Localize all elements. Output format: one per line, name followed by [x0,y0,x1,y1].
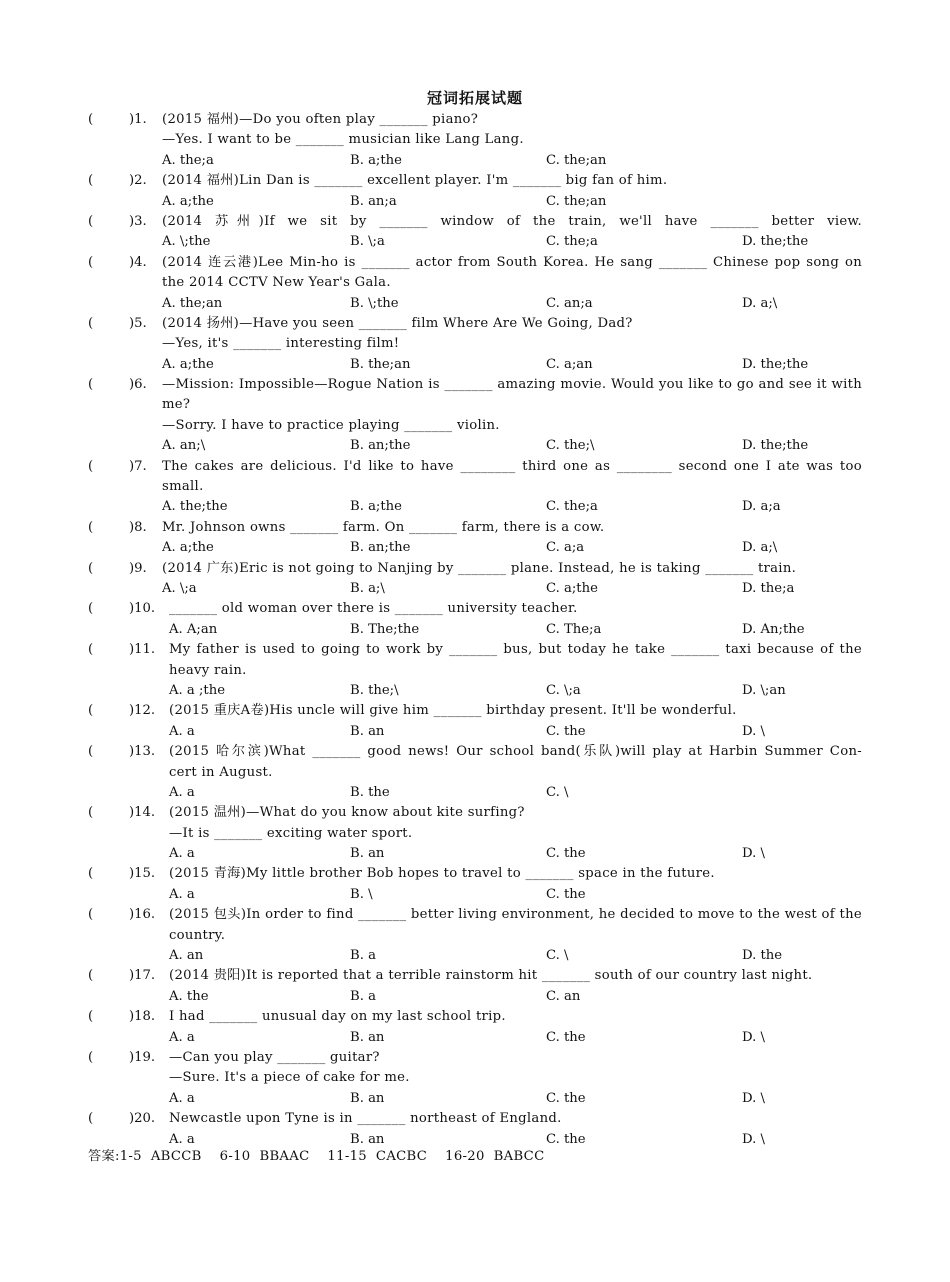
question-text: me? [162,397,191,413]
option-b[interactable]: B. The;the [350,621,420,637]
question-line [0,926,950,946]
options-row [0,192,950,212]
question-text: cert in August. [169,764,273,780]
option-b[interactable]: B. a;the [350,152,402,168]
answer-blank-parens[interactable]: ( [88,560,94,576]
option-a[interactable]: A. a;the [162,356,214,372]
answer-blank-parens[interactable]: ( [88,1049,94,1065]
option-c[interactable]: C. a;a [546,540,585,556]
question-number: )19. [129,1049,156,1065]
question-number: )18. [129,1009,156,1025]
question-text: Mr. Johnson owns _______ farm. On _______ farm, there is a cow. [162,519,605,535]
question-item [0,559,950,600]
option-c[interactable]: C. the;\ [546,438,595,454]
question-text: (2014 苏州)If we sit by _______ window of the train, we'll have _______ better view. [162,213,862,229]
options-row [0,783,950,803]
option-b[interactable]: B. the;an [350,356,411,372]
question-line [0,477,950,497]
option-a[interactable]: A. a ;the [169,682,226,698]
question-text: (2014 广东)Eric is not going to Nanjing by _______ plane. Instead, he is taking _______ train. [162,560,797,576]
question-line [0,803,950,823]
option-a[interactable]: A. a [169,886,195,902]
question-number: )5. [129,315,147,331]
option-b[interactable]: B. a [350,948,376,964]
answer-blank-parens[interactable]: ( [88,866,94,882]
option-a[interactable]: A. the;an [162,295,223,311]
question-line [0,640,950,660]
option-c[interactable]: C. the;an [546,152,607,168]
question-number: )13. [129,744,156,760]
question-number: )1. [129,112,147,127]
question-item [0,864,950,905]
option-d[interactable]: D. the;a [742,580,795,596]
question-line [0,661,950,681]
question-line [0,375,950,395]
question-line [0,864,950,884]
options-row [0,681,950,701]
question-text: (2014 扬州)—Have you seen _______ film Where Are We Going, Dad? [162,315,633,331]
question-text: (2015 重庆A卷)His uncle will give him _______ birthday present. It'll be wonderful. [169,703,737,719]
option-a[interactable]: A. an [169,948,204,964]
option-b[interactable]: B. \;a [350,234,385,250]
question-item [0,518,950,559]
option-c[interactable]: C. a;an [546,356,593,372]
option-d[interactable]: D. \ [742,723,765,739]
option-b[interactable]: B. the [350,784,390,800]
option-d[interactable]: D. the;the [742,356,809,372]
option-a[interactable]: A. a [169,1090,195,1106]
option-d[interactable]: D. \ [742,846,765,862]
question-number: )7. [129,458,147,474]
options-row [0,844,950,864]
answer-blank-parens[interactable]: ( [88,173,94,189]
options-row [0,579,950,599]
option-b[interactable]: B. an;a [350,193,397,209]
option-d[interactable]: D. the;the [742,234,809,250]
options-row [0,946,950,966]
option-b[interactable]: B. an [350,723,385,739]
question-number: )9. [129,560,147,576]
option-c[interactable]: C. the;a [546,499,598,515]
question-text: —Sorry. I have to practice playing _______ violin. [162,417,500,433]
options-row [0,885,950,905]
options-row [0,355,950,375]
option-c[interactable]: C. the;an [546,193,607,209]
question-number: )11. [129,642,156,658]
option-b[interactable]: B. a [350,988,376,1004]
options-row [0,294,950,314]
options-row [0,1089,950,1109]
question-text: —Can you play _______ guitar? [169,1049,380,1065]
question-line [0,273,950,293]
answer-blank-parens[interactable]: ( [88,1009,94,1025]
question-number: )6. [129,377,147,393]
options-row [0,151,950,171]
question-number: )3. [129,213,147,229]
question-number: )8. [129,519,147,535]
question-line [0,763,950,783]
question-text: (2014 连云港)Lee Min-ho is _______ actor from South Korea. He sang _______ Chinese pop song on [162,254,862,270]
question-item [0,905,950,966]
question-number: )17. [129,968,156,984]
option-d[interactable]: D. the [742,948,783,964]
question-item [0,1007,950,1048]
answer-blank-parens[interactable]: ( [88,112,94,127]
question-number: )20. [129,1111,156,1127]
question-line [0,824,950,844]
question-text: (2014 贵阳)It is reported that a terrible rainstorm hit _______ south of our country last night. [169,968,813,984]
question-item [0,375,950,457]
question-item [0,966,950,1007]
question-item [0,314,950,375]
option-d[interactable]: D. a;a [742,499,781,515]
question-line [0,110,950,130]
option-d[interactable]: D. \ [742,1131,765,1147]
question-line [0,130,950,150]
question-line [0,559,950,579]
question-text: The cakes are delicious. I'd like to have ________ third one as ________ second one I ate was too [162,458,862,474]
options-row [0,1028,950,1048]
option-b[interactable]: B. an [350,1090,385,1106]
option-c[interactable]: C. \ [546,948,569,964]
question-item [0,212,950,253]
question-text: —Yes, it's _______ interesting film! [162,336,400,352]
option-d[interactable]: D. \ [742,1090,765,1106]
answer-blank-parens[interactable]: ( [88,968,94,984]
question-line [0,1068,950,1088]
question-number: )16. [129,907,156,923]
option-c[interactable]: C. \;a [546,682,581,698]
question-item [0,599,950,640]
question-text: (2014 福州)Lin Dan is _______ excellent player. I'm _______ big fan of him. [162,173,668,189]
answer-blank-parens[interactable]: ( [88,315,94,331]
question-number: )14. [129,805,156,821]
options-row [0,987,950,1007]
question-item [0,171,950,212]
option-b[interactable]: B. an [350,1029,385,1045]
option-c[interactable]: C. an [546,988,581,1004]
question-text: —It is _______ exciting water sport. [169,825,413,841]
answer-blank-parens[interactable]: ( [88,703,94,719]
option-a[interactable]: A. a;the [162,193,214,209]
option-c[interactable]: C. the [546,723,586,739]
option-b[interactable]: B. the;\ [350,682,399,698]
question-text: (2015 温州)—What do you know about kite surfing? [169,805,525,821]
question-text: My father is used to going to work by _______ bus, but today he take _______ taxi because of the [169,642,862,658]
question-text: (2015 哈尔滨)What _______ good news! Our school band(乐队)will play at Harbin Summer Con- [169,744,862,760]
option-b[interactable]: B. \ [350,886,373,902]
option-a[interactable]: A. a [169,784,195,800]
option-c[interactable]: C. a;the [546,580,598,596]
question-line [0,905,950,925]
question-number: )2. [129,173,147,189]
question-line [0,314,950,334]
question-text: I had _______ unusual day on my last school trip. [169,1009,506,1025]
option-a[interactable]: A. a [169,1131,195,1147]
answer-blank-parens[interactable]: ( [88,1111,94,1127]
question-item [0,1048,950,1109]
question-text: (2015 福州)—Do you often play _______ piano? [162,112,479,127]
question-text: (2015 青海)My little brother Bob hopes to travel to _______ space in the future. [169,866,715,882]
options-row [0,620,950,640]
answer-blank-parens[interactable]: ( [88,213,94,229]
answer-blank-parens[interactable]: ( [88,377,94,393]
question-line [0,334,950,354]
question-text: (2015 包头)In order to find _______ better living environment, he decided to move to the west of the [169,907,862,923]
option-c[interactable]: C. the [546,1029,586,1045]
option-b[interactable]: B. an;the [350,438,411,454]
page-title: 冠词拓展试题 [426,89,523,107]
options-row [0,497,950,517]
option-a[interactable]: A. a;the [162,540,214,556]
question-line [0,966,950,986]
question-text: —Sure. It's a piece of cake for me. [169,1070,410,1086]
question-line [0,253,950,273]
option-a[interactable]: A. the [169,988,209,1004]
option-b[interactable]: B. an;the [350,540,411,556]
option-a[interactable]: A. an;\ [162,438,206,454]
options-row [0,538,950,558]
question-item [0,110,950,171]
option-d[interactable]: D. the;the [742,438,809,454]
question-number: )10. [129,601,156,617]
option-c[interactable]: C. an;a [546,295,593,311]
question-number: )15. [129,866,156,882]
question-item [0,1109,950,1150]
option-d[interactable]: D. \;an [742,682,786,698]
answer-blank-parens[interactable]: ( [88,254,94,270]
answer-blank-parens[interactable]: ( [88,744,94,760]
answer-blank-parens[interactable]: ( [88,519,94,535]
question-list [0,110,950,1150]
question-line [0,212,950,232]
option-b[interactable]: B. \;the [350,295,399,311]
question-item [0,457,950,518]
question-line [0,416,950,436]
answer-key: 答案:1-5 ABCCB 6-10 BBAAC 11-15 CACBC 16-20 BABCC [88,1149,545,1164]
answer-blank-parens[interactable]: ( [88,601,94,617]
option-d[interactable]: D. An;the [742,621,805,637]
question-line [0,1109,950,1129]
question-line [0,1048,950,1068]
question-item [0,253,950,314]
option-d[interactable]: D. a;\ [742,295,778,311]
answer-blank-parens[interactable]: ( [88,458,94,474]
options-row [0,436,950,456]
option-b[interactable]: B. an [350,846,385,862]
question-item [0,701,950,742]
option-c[interactable]: C. \ [546,784,569,800]
question-number: )12. [129,703,156,719]
option-b[interactable]: B. an [350,1131,385,1147]
option-a[interactable]: A. \;the [162,234,211,250]
option-a[interactable]: A. the;a [162,152,214,168]
options-row [0,232,950,252]
option-d[interactable]: D. \ [742,1029,765,1045]
question-text: —Mission: Impossible—Rogue Nation is _______ amazing movie. Would you like to go and see it with [162,377,862,393]
question-text: _______ old woman over there is _______ university teacher. [169,601,578,617]
question-item [0,742,950,803]
question-number: )4. [129,254,147,270]
option-a[interactable]: A. A;an [169,621,218,637]
question-line [0,1007,950,1027]
question-text: heavy rain. [169,662,247,678]
option-c[interactable]: C. The;a [546,621,602,637]
option-a[interactable]: A. a [169,723,195,739]
question-line [0,171,950,191]
option-c[interactable]: C. the [546,846,586,862]
question-text: Newcastle upon Tyne is in _______ northeast of England. [169,1111,562,1127]
option-c[interactable]: C. the [546,886,586,902]
answer-blank-parens[interactable]: ( [88,642,94,658]
option-c[interactable]: C. the;a [546,234,598,250]
question-text: country. [169,927,226,943]
option-b[interactable]: B. a;\ [350,580,385,596]
question-item [0,640,950,701]
option-a[interactable]: A. a [169,1029,195,1045]
option-a[interactable]: A. \;a [162,580,197,596]
option-d[interactable]: D. a;\ [742,540,778,556]
option-c[interactable]: C. the [546,1131,586,1147]
answer-blank-parens[interactable]: ( [88,907,94,923]
question-line [0,701,950,721]
option-a[interactable]: A. a [169,846,195,862]
option-c[interactable]: C. the [546,1090,586,1106]
question-line [0,599,950,619]
option-b[interactable]: B. a;the [350,499,402,515]
option-a[interactable]: A. the;the [162,499,228,515]
question-text: the 2014 CCTV New Year's Gala. [162,275,391,291]
question-line [0,518,950,538]
question-text: small. [162,479,204,495]
answer-blank-parens[interactable]: ( [88,805,94,821]
question-line [0,395,950,415]
options-row [0,722,950,742]
question-text: —Yes. I want to be _______ musician like Lang Lang. [162,132,524,148]
question-item [0,803,950,864]
question-line [0,457,950,477]
question-line [0,742,950,762]
